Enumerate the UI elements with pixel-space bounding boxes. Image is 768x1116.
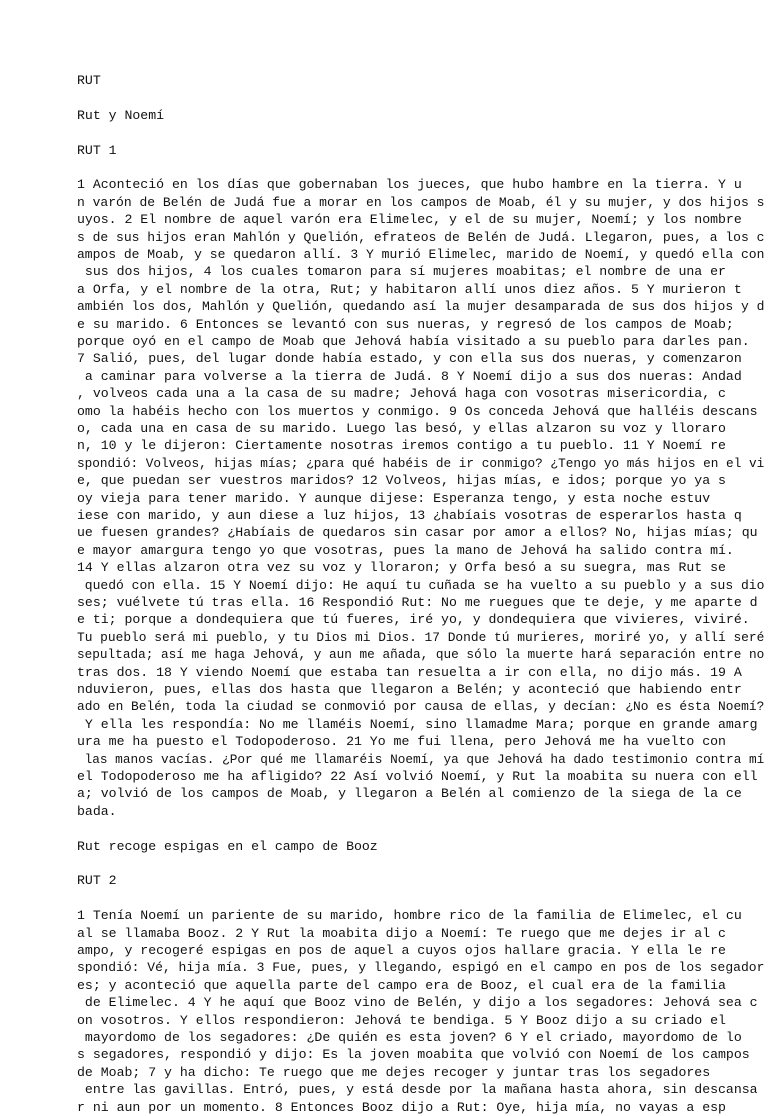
text-line: de Moab; 7 y ha dicho: Te ruego que me dejes recoger y juntar tras los segadores — [77, 1064, 711, 1080]
text-line: las manos vacías. ¿Por qué me llamaréis Noemí, ya que Jehová ha dado testimonio contra mí — [77, 751, 765, 767]
text-line: a; volvió de los campos de Moab, y llegaron a Belén al comienzo de la siega de la ce — [77, 786, 742, 802]
text-line: iese con marido, y aun diese a luz hijos, 13 ¿habíais vosotras de esperarlos hasta q — [77, 508, 742, 523]
text-line: RUT — [77, 73, 101, 88]
text-line: ses; vuélvete tú tras ella. 16 Respondió Rut: No me ruegues que te deje, y me aparte d — [77, 595, 758, 610]
text-line: e mayor amargura tengo yo que vosotras, pues la mano de Jehová ha salido contra mí. — [77, 542, 734, 558]
text-line: e su marido. 6 Entonces se levantó con sus nueras, y regresó de los campos de Moab; — [77, 316, 734, 332]
text-line: Y ella les respondía: No me llaméis Noemí, sino llamadme Mara; porque en grande amarg — [77, 716, 758, 732]
text-line: a caminar para volverse a la tierra de Judá. 8 Y Noemí dijo a sus dos nueras: Andad — [77, 368, 742, 384]
text-line: e ti; porque a dondequiera que tú fueres, iré yo, y dondequiera que vivieres, viviré. — [77, 612, 750, 628]
text-line: spondió: Vé, hija mía. 3 Fue, pues, y llegando, espigó en el campo en pos de los segador — [77, 960, 765, 976]
text-line: Tu pueblo será mi pueblo, y tu Dios mi Dios. 17 Donde tú murieres, moriré yo, y allí seré — [77, 629, 765, 645]
text-line: ambién los dos, Mahlón y Quelión, quedando así la mujer desamparada de sus dos hijos y d — [77, 299, 765, 315]
text-line: de Elimelec. 4 Y he aquí que Booz vino de Belén, y dijo a los segadores: Jehová sea c — [77, 995, 758, 1011]
text-line: oy vieja para tener marido. Y aunque dijese: Esperanza tengo, y esta noche estuv — [77, 490, 711, 506]
text-line: tras dos. 18 Y viendo Noemí que estaba tan resuelta a ir con ella, no dijo más. 19 A — [77, 664, 742, 680]
text-line: r ni aun por un momento. 8 Entonces Booz dijo a Rut: Oye, hija mía, no vayas a esp — [77, 1099, 726, 1115]
text-line: nduvieron, pues, ellas dos hasta que llegaron a Belén; y aconteció que habiendo entr — [77, 682, 742, 697]
text-line: ado en Belén, toda la ciudad se conmovió por causa de ellas, y decían: ¿No es ésta Noemí? — [77, 699, 765, 715]
text-line: sus dos hijos, 4 los cuales tomaron para sí mujeres moabitas; el nombre de una er — [77, 264, 726, 280]
text-line: 1 Tenía Noemí un pariente de su marido, hombre rico de la familia de Elimelec, el cu — [77, 908, 742, 924]
text-line: Rut y Noemí — [77, 107, 165, 123]
text-line: 7 Salió, pues, del lugar donde había estado, y con ella sus dos nueras, y comenzaron — [77, 351, 742, 367]
text-line: a Orfa, y el nombre de la otra, Rut; y habitaron allí unos diez años. 5 Y murieron t — [77, 281, 742, 297]
text-line: 1 Aconteció en los días que gobernaban los jueces, que hubo hambre en la tierra. Y u — [77, 177, 742, 193]
text-line: n, 10 y le dijeron: Ciertamente nosotras iremos contigo a tu pueblo. 11 Y Noemí re — [77, 438, 726, 454]
text-line: porque oyó en el campo de Moab que Jehová había visitado a su pueblo para darles pan. — [77, 334, 750, 349]
text-line: s segadores, respondió y dijo: Es la joven moabita que volvió con Noemí de los campos — [77, 1047, 750, 1063]
text-line: ampos de Moab, y se quedaron allí. 3 Y murió Elimelec, marido de Noemí, y quedó ella con — [77, 247, 765, 262]
text-line: sepultada; así me haga Jehová, y aun me añada, que sólo la muerte hará separación entre no — [77, 647, 765, 663]
text-line: RUT 2 — [77, 873, 117, 889]
text-line: o, cada una en casa de su marido. Luego las besó, y ellas alzaron su voz y lloraro — [77, 421, 726, 436]
text-line: mayordomo de los segadores: ¿De quién es esta joven? 6 Y el criado, mayordomo de lo — [77, 1030, 742, 1045]
text-line: al se llamaba Booz. 2 Y Rut la moabita dijo a Noemí: Te ruego que me dejes ir al c — [77, 925, 726, 941]
text-line: e, que puedan ser vuestros maridos? 12 Volveos, hijas mías, e idos; porque yo ya s — [77, 473, 726, 489]
text-line: uyos. 2 El nombre de aquel varón era Elimelec, y el de su mujer, Noemí; y los nombre — [77, 212, 742, 228]
text-line: el Todopoderoso me ha afligido? 22 Así volvió Noemí, y Rut la moabita su nuera con ell — [77, 769, 758, 784]
text-line: 14 Y ellas alzaron otra vez su voz y lloraron; y Orfa besó a su suegra, mas Rut se — [77, 560, 726, 576]
text-line: Rut recoge espigas en el campo de Booz — [77, 838, 378, 854]
text-line: s de sus hijos eran Mahlón y Quelión, efrateos de Belén de Judá. Llegaron, pues, a los c — [77, 229, 765, 245]
text-line: omo la habéis hecho con los muertos y conmigo. 9 Os conceda Jehová que halléis descans — [77, 403, 758, 419]
text-line: spondió: Volveos, hijas mías; ¿para qué habéis de ir conmigo? ¿Tengo yo más hijos en el vi — [77, 455, 765, 471]
text-line: quedó con ella. 15 Y Noemí dijo: He aquí tu cuñada se ha vuelto a su pueblo y a sus dio — [77, 577, 765, 593]
text-line: RUT 1 — [77, 142, 117, 158]
text-line: on vosotros. Y ellos respondieron: Jehová te bendiga. 5 Y Booz dijo a su criado el — [77, 1012, 726, 1028]
text-line: es; y aconteció que aquella parte del campo era de Booz, el cual era de la familia — [77, 977, 726, 993]
text-line: bada. — [77, 803, 117, 819]
text-line: , volveos cada una a la casa de su madre; Jehová haga con vosotras misericordia, c — [77, 386, 726, 402]
text-line: ue fuesen grandes? ¿Habíais de quedaros sin casar por amor a ellos? No, hijas mías; qu — [77, 525, 758, 541]
text-line: ampo, y recogeré espigas en pos de aquel a cuyos ojos hallare gracia. Y ella le re — [77, 943, 726, 958]
text-line: n varón de Belén de Judá fue a morar en los campos de Moab, él y su mujer, y dos hijos s — [77, 194, 765, 210]
text-line: entre las gavillas. Entró, pues, y está desde por la mañana hasta ahora, sin descansa — [77, 1082, 758, 1098]
text-line: ura me ha puesto el Todopoderoso. 21 Yo me fui llena, pero Jehová me ha vuelto con — [77, 734, 726, 750]
